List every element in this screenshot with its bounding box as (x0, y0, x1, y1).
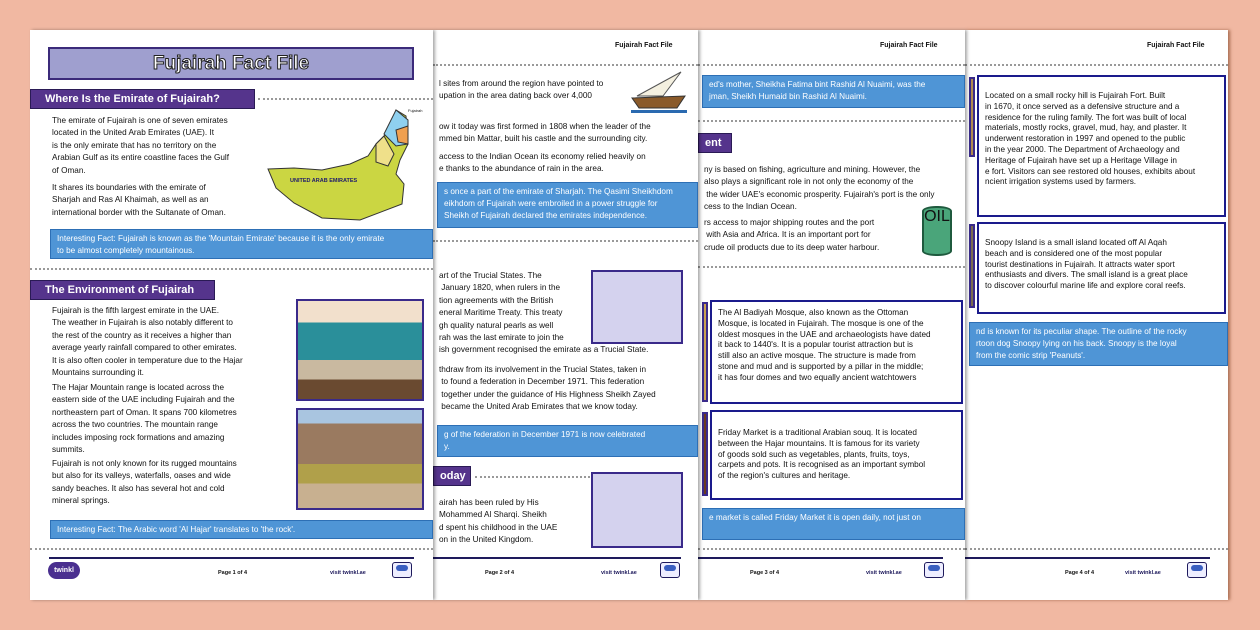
visit-link[interactable]: visit twinkl.ae (1125, 570, 1161, 576)
location-text: The emirate of Fujairah is one of seven emirates located in the United Arab Emirates (UAE). It is the only emirate that has no territory on the Arabian Gulf as its entire coastline faces the Gulf of Oman. (52, 116, 230, 175)
footer-line (49, 557, 414, 559)
divider (698, 266, 965, 268)
market-image (702, 412, 708, 496)
badge-icon (660, 562, 680, 578)
federation-text: thdraw from its involvement in the Trucial States, taken in to found a federation in December 1971. This federation together under the guidance of His Highness Sheikh Zayed became the United Arab Emirates that we know today. (439, 365, 656, 412)
coastline-photo (296, 299, 424, 401)
section-heading (433, 466, 471, 486)
divider (698, 120, 965, 122)
divider (965, 64, 1228, 66)
interesting-fact: g of the federation in December 1971 is now celebrated y. (437, 425, 698, 457)
badge-icon (924, 562, 944, 578)
divider (698, 548, 965, 550)
badge-icon (392, 562, 412, 578)
section-heading-text: ent (705, 137, 722, 149)
page-header: Fujairah Fact File (880, 42, 938, 49)
fort-image (969, 77, 975, 157)
section-heading-text: Where Is the Emirate of Fujairah? (45, 93, 220, 105)
trucial-states-text: art of the Trucial States. The January 1820, when rulers in the tion agreements with the British eneral Maritime Treaty. This treaty gh quality natural pearls as well rah was the last emirate to join the ish government recognised the emirate as a Trucial State. (439, 271, 649, 355)
section-heading (30, 280, 215, 300)
mountains-text: The Hajar Mountain range is located across the eastern side of the UAE including Fujairah and the northeastern part of Oman. It spans 700 kilometres across the two countries. The mountain range includes imposing rock formations and amazing summits. (52, 383, 237, 455)
history-text: access to the Indian Ocean its economy relied heavily on e thanks to the abundance of rain in the area. (439, 152, 646, 174)
mosque-info-box: The Al Badiyah Mosque, also known as the Ottoman Mosque, is located in Fujairah. The mosque is one of the oldest mosques in the UAE and archaeologists have dated it back to 1440's. It is a popular tourist attraction but is still also an active mosque. The structure is made from stone and mud and is supported by a pillar in the middle; it has four domes and two equally ancient watchtowers (710, 300, 963, 404)
interesting-fact: Interesting Fact: The Arabic word 'Al Hajar' translates to 'the rock'. (50, 520, 433, 539)
badge-icon (1187, 562, 1207, 578)
map-small-label: Fujairah (408, 108, 423, 113)
page-number: Page 4 of 4 (1065, 570, 1095, 576)
interesting-fact: ed's mother, Sheikha Fatima bint Rashid Al Nuaimi, was the jman, Sheikh Humaid bin Rashid Al Nuaimi. (702, 75, 965, 108)
mosque-image (702, 302, 708, 402)
divider (965, 548, 1228, 550)
page-number: Page 1 of 4 (218, 570, 248, 576)
page-header: Fujairah Fact File (1147, 42, 1205, 49)
snoopy-island-box: Snoopy Island is a small island located off Al Aqah beach and is considered one of the most popular tourist destinations in Fujairah. It attracts water sport enthusiasts and divers. The small island is a great place to discover colourful marine life and explore coral reefs. (977, 222, 1226, 314)
footer-line (965, 557, 1210, 559)
section-heading-text: The Environment of Fujairah (45, 284, 195, 296)
visit-link[interactable]: visit twinkl.ae (601, 570, 637, 576)
page-title: Fujairah Fact File (48, 47, 414, 80)
divider (30, 548, 433, 550)
page-3 (698, 30, 965, 600)
dhow-boat-icon (629, 68, 689, 114)
page-header: Fujairah Fact File (615, 42, 673, 49)
boundaries-text: It shares its boundaries with the emirate of Sharjah and Ras Al Khaimah, as well as an international border with the Sultanate of Oman. (52, 183, 226, 217)
economy-text: ny is based on fishing, agriculture and mining. However, the also plays a significant role in not only the economy of the the wider UAE's economic prosperity. Fujairah's port is the only cess to the Indian Ocean. (704, 165, 935, 212)
divider (258, 98, 433, 100)
ruler-text: airah has been ruled by His Mohammed Al Sharqi. Sheikh d spent his childhood in the UAE on in the United Kingdom. (439, 498, 558, 545)
section-heading (30, 89, 255, 109)
valleys-text: Fujairah is not only known for its rugged mountains but also for its valleys, waterfalls, oases and wide sandy beaches. It also has several hot and cold mineral springs. (52, 459, 237, 506)
interesting-fact: s once a part of the emirate of Sharjah. The Qasimi Sheikhdom eikhdom of Fujairah were embroiled in a power struggle for Sheikh of Fujairah declared the emirates independence. (437, 182, 698, 228)
page-1 (30, 30, 433, 600)
visit-link[interactable]: visit twinkl.ae (330, 570, 366, 576)
market-info-box: Friday Market is a traditional Arabian souq. It is located between the Hajar mountains. It is famous for its variety of goods sold such as vegetables, plants, fruits, toys, carpets and pots. It is recognised as an important symbol of the region's cultures and heritage. (710, 410, 963, 500)
divider (698, 64, 965, 66)
map-label: UNITED ARAB EMIRATES (290, 178, 358, 184)
fort-info-box: Located on a small rocky hill is Fujairah Fort. Built in 1670, it once served as a defensive structure and a residence for the ruling family. The fort was built of local materials, mostly rocks, gravel, mud, hay, and plaster. It underwent restoration in 1997 and opened to the public in the year 2000. The Department of Archaeology and Heritage of Fujairah have set up a Heritage Village in e fort. Visitors can see restored old houses, exhibits about ncient irrigation systems used by farmers. (977, 75, 1226, 217)
divider (475, 476, 598, 478)
divider (433, 240, 698, 242)
history-text: ow it today was first formed in 1808 when the leader of the mmed bin Mattar, built his castle and the surrounding city. (439, 122, 651, 144)
section-heading (698, 133, 732, 153)
twinkl-logo[interactable]: twinkl (48, 562, 80, 579)
hajar-mountains-photo (296, 408, 424, 510)
uae-map (266, 106, 430, 224)
history-text: l sites from around the region have pointed to upation in the area dating back over 4,000 (439, 79, 604, 101)
page-number: Page 3 of 4 (750, 570, 780, 576)
environment-text: Fujairah is the fifth largest emirate in the UAE. The weather in Fujairah is also notably different to the rest of the country as it receives a higher than average yearly rainfall compared to other emirates. It is also often cooler in temperature due to the Hajar Mountains surrounding it. (52, 306, 243, 378)
divider (30, 268, 433, 270)
visit-link[interactable]: visit twinkl.ae (866, 570, 902, 576)
barrel-label: OIL (924, 208, 950, 225)
section-heading-text: oday (440, 470, 466, 482)
footer-line (698, 557, 943, 559)
footer-line (433, 557, 681, 559)
interesting-fact: e market is called Friday Market it is open daily, not just on (702, 508, 965, 540)
oil-barrel-icon (922, 206, 952, 256)
interesting-fact: Interesting Fact: Fujairah is known as the 'Mountain Emirate' because it is the only emirate to be almost completely mountainous. (50, 229, 433, 259)
page-2 (433, 30, 698, 600)
sheikh-hamad-portrait (591, 472, 683, 548)
divider (433, 64, 698, 66)
port-text: rs access to major shipping routes and the port with Asia and Africa. It is an important port for crude oil products due to its deep water harbour. (704, 218, 880, 252)
snoopy-island-image (969, 224, 975, 308)
page-number: Page 2 of 4 (485, 570, 515, 576)
page-4 (965, 30, 1228, 600)
interesting-fact: nd is known for its peculiar shape. The outline of the rocky rtoon dog Snoopy lying on his back. Snoopy is the loyal from the comic strip 'Peanuts'. (969, 322, 1228, 366)
